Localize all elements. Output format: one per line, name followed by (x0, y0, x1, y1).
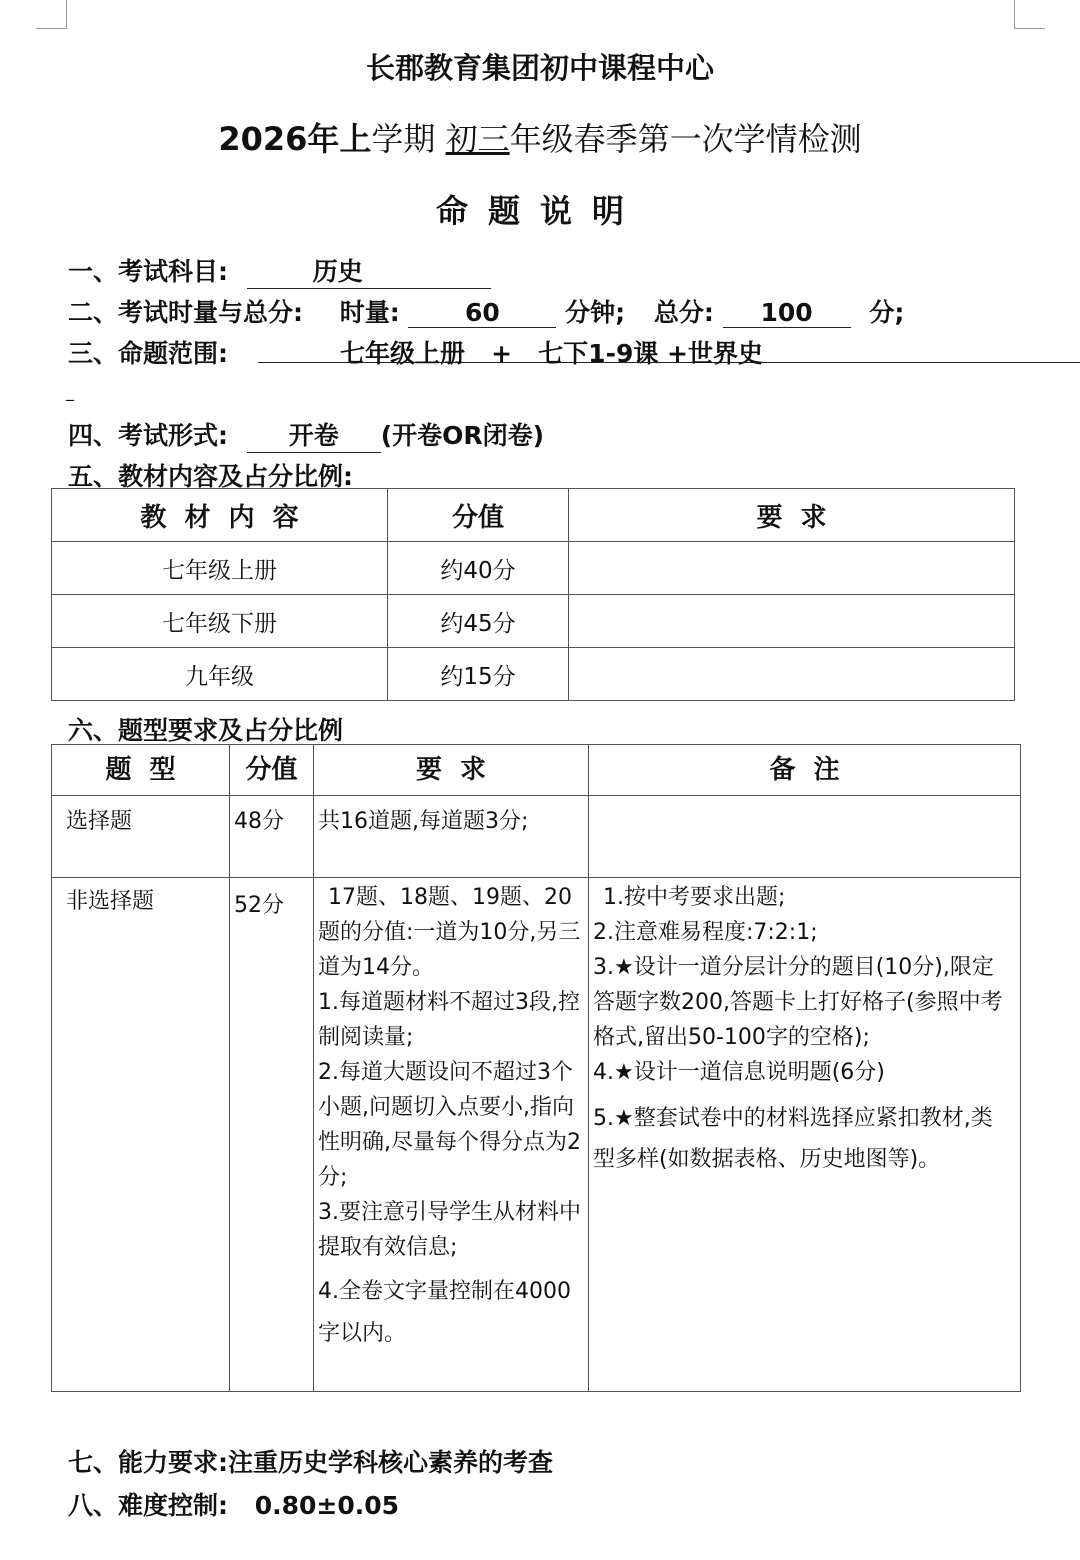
req-item: 17题、18题、19题、20题的分值:一道为10分,另三道为14分。 (318, 885, 581, 980)
table-row (52, 542, 1015, 595)
qtype-header-cell: 分值 (230, 745, 314, 796)
table-cell (569, 542, 1015, 595)
score-cell (230, 796, 314, 878)
qtype-section-label: 六、题型要求及占分比例 (68, 716, 344, 745)
qtype-table-header (52, 745, 1021, 796)
req-item: 3.要注意引导学生从材料中提取有效信息; (318, 1200, 581, 1260)
qtype-nonchoice: 非选择题 (66, 889, 155, 914)
table-row (52, 648, 1015, 701)
subject-underline (247, 252, 491, 289)
exam-title (0, 114, 1080, 160)
qtype-header-cell: 要 求 (314, 745, 589, 796)
table-cell (569, 595, 1015, 648)
qtype-table (51, 744, 1021, 1392)
time-label: 二、考试时量与总分: (68, 298, 303, 327)
note-cell (589, 878, 1021, 1392)
crop-mark-right-h (1014, 28, 1045, 29)
table-cell: 约15分 (388, 648, 569, 701)
difficulty-value: 0.80±0.05 (254, 1491, 400, 1520)
qtype-cell (52, 796, 230, 878)
req-choice: 共16道题,每道题3分; (318, 809, 529, 834)
qtype-header-cell: 备 注 (589, 745, 1021, 796)
score-nonchoice: 52分 (234, 893, 284, 918)
crop-mark-left-v (66, 0, 67, 28)
score-unit: 分; (869, 298, 905, 327)
req-item: 2.每道大题设问不超过3个小题,问题切入点要小,指向性明确,尽量每个得分点为2分; (318, 1060, 581, 1190)
note-item: 2.注意难易程度:7:2:1; (593, 920, 818, 945)
qtype-cell (52, 878, 230, 1392)
exam-title-prefix: 2026年上 (218, 120, 372, 158)
note-cell (589, 796, 1021, 878)
time-unit: 分钟; (565, 298, 626, 327)
format-value: 开卷 (247, 416, 381, 453)
table-cell: 约40分 (388, 542, 569, 595)
time-value: 60 (408, 298, 556, 328)
req-cell (314, 796, 589, 878)
scope-underline (258, 334, 1080, 368)
format-line (68, 416, 544, 453)
qtype-header-cell: 题 型 (52, 745, 230, 796)
score-value: 100 (723, 298, 851, 328)
difficulty-label: 八、难度控制: (68, 1491, 228, 1520)
org-title: 长郡教育集团初中课程中心 (365, 51, 714, 85)
content-section-label: 五、教材内容及占分比例: (68, 462, 353, 491)
doc-title: 命题说明 (435, 192, 644, 230)
subject-label: 一、考试科目: (68, 257, 228, 286)
scope-label: 三、命题范围: (68, 339, 228, 368)
format-label: 四、考试形式: (68, 421, 228, 450)
table-row (52, 796, 1021, 878)
content-header-cell: 要 求 (569, 489, 1015, 542)
note-item: 5.★整套试卷中的材料选择应紧扣教材,类型多样(如数据表格、历史地图等)。 (593, 1106, 993, 1172)
subject-value: 历史 (312, 257, 363, 286)
note-item: 4.★设计一道信息说明题(6分) (593, 1060, 885, 1085)
scope-value: 七年级上册 + 七下1-9课 +世界史 (340, 339, 763, 368)
score-cell (230, 878, 314, 1392)
ability-line: 七、能力要求:注重历史学科核心素养的考查 (68, 1448, 553, 1477)
table-cell: 约45分 (388, 595, 569, 648)
req-cell (314, 878, 589, 1392)
time-sub-label: 时量: (339, 298, 400, 327)
note-item: 3.★设计一道分层计分的题目(10分),限定答题字数200,答题卡上打好格子(参照中考格式,留出50-100字的空格); (593, 955, 1003, 1050)
exam-title-grade: 初三 (445, 120, 510, 158)
difficulty-line (68, 1486, 399, 1522)
time-line (68, 293, 904, 329)
score-choice: 48分 (234, 809, 284, 834)
content-header-cell: 分值 (388, 489, 569, 542)
qtype-choice: 选择题 (66, 809, 133, 834)
crop-mark-left-h (36, 28, 67, 29)
scope-dash: _ (66, 382, 74, 401)
table-cell (569, 648, 1015, 701)
table-row (52, 878, 1021, 1392)
score-label: 总分: (653, 298, 714, 327)
exam-title-suffix: 年级春季第一次学情检测 (509, 120, 862, 158)
table-row (52, 595, 1015, 648)
table-cell: 九年级 (52, 648, 388, 701)
content-table-header (52, 489, 1015, 542)
req-item: 4.全卷文字量控制在4000字以内。 (318, 1279, 571, 1346)
content-table (51, 488, 1015, 701)
crop-mark-right-v (1014, 0, 1015, 28)
content-header-cell: 教 材 内 容 (52, 489, 388, 542)
format-note: (开卷OR闭卷) (380, 421, 545, 450)
note-item: 1.按中考要求出题; (603, 885, 786, 910)
table-cell: 七年级上册 (52, 542, 388, 595)
req-item: 1.每道题材料不超过3段,控制阅读量; (318, 990, 580, 1050)
exam-title-term: 学期 (371, 120, 436, 158)
scope-line (68, 334, 228, 370)
subject-line (68, 252, 491, 289)
table-cell: 七年级下册 (52, 595, 388, 648)
